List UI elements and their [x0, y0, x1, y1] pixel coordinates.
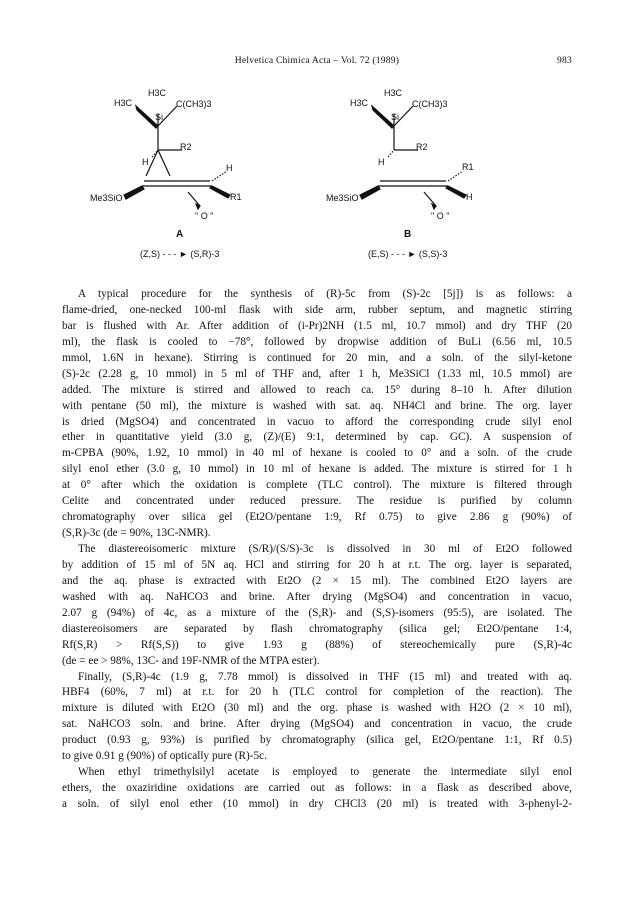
text-line: Celite and concentrated under reduced pressure. The residue is purified by column — [62, 495, 572, 508]
label-h-right-a: H — [226, 163, 233, 173]
page-number: 983 — [557, 55, 572, 66]
text-line: to give 0.91 g (90%) of optically pure (R)-5c. — [62, 750, 267, 763]
text-line: (S)-2c (2.28 g, 10 mmol) in 5 ml of THF and, after 1 h, Me3SiCl (1.33 ml, 10.5 mmol) are — [62, 367, 572, 380]
running-header — [62, 55, 572, 71]
text-line: product (0.93 g, 93%) is purified by chromatography (silica gel, Et2O/pentane 1:1, Rf 0.5) — [62, 734, 572, 747]
label-h3c-left-a: H3C — [114, 98, 133, 108]
text-line: by addition of 15 ml of 5N aq. HCl and stirring for 20 h at r.t. The org. layer is separated, — [62, 558, 572, 571]
body-text — [62, 287, 572, 813]
label-si-a: Si — [155, 112, 164, 122]
text-line: mmol, 1.6N in hexane). Stirring is continued for 20 min, and a soln. of the silyl-ketone — [62, 351, 572, 364]
text-line: silyl enol ether (3.0 g, 10 mmol) in 10 ml of hexane is added. The mixture is stirred for 1 h — [62, 463, 572, 476]
label-letter-b: B — [404, 229, 412, 240]
text-line: mixture is diluted with Et2O (30 ml) and the org. phase is washed with H2O (2 × 10 ml), — [62, 702, 572, 715]
text-line: flame-dried, one-necked 100-ml flask with side arm, rubber septum, and magnetic stirring — [62, 303, 572, 316]
text-line: diastereoisomers are separated by flash chromatography (silica gel; Et2O/pentane 1:4, — [62, 622, 572, 635]
text-line: ethers, the oxaziridine oxidations are carried out as follows: in a flask as described above, — [62, 782, 572, 795]
label-r1-a: R1 — [230, 192, 242, 202]
label-tbu-b: C(CH3)3 — [412, 99, 448, 109]
text-line: m-CPBA (90%, 1.92, 10 mmol) in 40 ml of hexane is cooled to 0° and a soln. of the crude — [62, 447, 572, 460]
label-config-b: (E,S) - - - ► (S,S)-3 — [368, 249, 448, 259]
label-oxygen-b: " O " — [431, 211, 450, 221]
text-line: added. The mixture is stirred and allowed to reach ca. 15° during 8–10 h. After dilution — [62, 383, 572, 396]
label-tbu-a: C(CH3)3 — [176, 99, 212, 109]
text-line: is dried (MgSO4) and concentrated in vacuo to afford the corresponding crude silyl enol — [62, 415, 572, 428]
label-r2-b: R2 — [416, 142, 428, 152]
label-si-b: Si — [391, 112, 400, 122]
text-line: HBF4 (60%, 7 ml) at r.t. for 20 h (TLC control for completion of the reaction). The — [62, 686, 572, 699]
text-line: The diastereoisomeric mixture (S/R)/(S/S)-3c is dissolved in 30 ml of Et2O followed — [78, 543, 572, 555]
label-h-left-b: H — [378, 157, 385, 167]
text-line: (S,R)-3c (de = 90%, 13C-NMR). — [62, 527, 211, 540]
text-line: When ethyl trimethylsilyl acetate is employed to generate the intermediate silyl enol — [78, 766, 572, 779]
text-line: at 0° after which the oxidation is complete (TLC control). The mixture is filtered through — [62, 479, 572, 492]
text-line: Finally, (S,R)-4c (1.9 g, 7.78 mmol) is dissolved in THF (15 ml) and treated with aq. — [78, 670, 572, 683]
text-line: washed with aq. NaHCO3 and brine. After drying (MgSO4) and concentration in vacuo, — [62, 590, 572, 603]
label-config-a: (Z,S) - - - ► (S,R)-3 — [140, 249, 220, 259]
text-line: with pentane (50 ml), the mixture is washed with sat. aq. NH4Cl and brine. The org. layer — [62, 399, 572, 412]
label-me3sio-a: Me3SiO — [90, 193, 123, 203]
label-h-right-b: H — [466, 192, 473, 202]
text-line: (de = ee > 98%, 13C- and 19F-NMR of the MTPA ester). — [62, 654, 320, 667]
text-line: a soln. of silyl enol ether (10 mmol) in dry CHCl3 (20 ml) is treated with 3-phenyl-2- — [62, 798, 572, 810]
label-h3c-top-a: H3C — [148, 88, 167, 98]
label-r1-b: R1 — [462, 162, 474, 172]
text-line: ml), the flask is cooled to −78°, followed by dropwise addition of BuLi (6.56 ml, 10.5 — [62, 335, 572, 348]
text-line: bar is flushed with Ar. After addition of (i-Pr)2NH (1.5 ml, 10.7 mmol) and dry THF (20 — [62, 319, 572, 332]
text-line: and the aq. phase is extracted with Et2O (2 × 15 ml). The combined Et2O layers are — [62, 574, 572, 587]
text-line: A typical procedure for the synthesis of (R)-5c from (S)-2c [5j]) is as follows: a — [78, 288, 572, 300]
label-h-left-a: H — [142, 157, 149, 167]
label-h3c-left-b: H3C — [350, 98, 369, 108]
journal-title: Helvetica Chimica Acta – Vol. 72 (1989) — [234, 55, 400, 66]
text-line: Rf(S,R) > Rf(S,S)) to give 1.93 g (88%) of stereochemically pure (S,R)-4c — [62, 638, 572, 651]
text-line: 2.07 g (94%) of 4c, as a mixture of the (S,R)- and (S,S)-isomers (95:5), are isolated. The — [62, 606, 572, 619]
label-me3sio-b: Me3SiO — [326, 193, 359, 203]
label-h3c-top-b: H3C — [384, 88, 403, 98]
reaction-scheme — [62, 78, 572, 268]
label-r2-a: R2 — [180, 142, 192, 152]
text-line: chromatography over silica gel (Et2O/pentane 1:9, Rf 0.75) to give 2.86 g (90%) of — [62, 511, 572, 524]
scheme-bonds — [62, 78, 572, 268]
label-letter-a: A — [176, 229, 184, 240]
text-line: ether in quantitative yield (3.0 g, (Z)/(E) 9:1, determined by cap. GC). A suspension of — [62, 431, 572, 444]
text-line: sat. NaHCO3 soln. and brine. After drying (MgSO4) and concentration in vacuo, the crude — [62, 718, 572, 731]
label-oxygen-a: " O " — [195, 211, 214, 221]
